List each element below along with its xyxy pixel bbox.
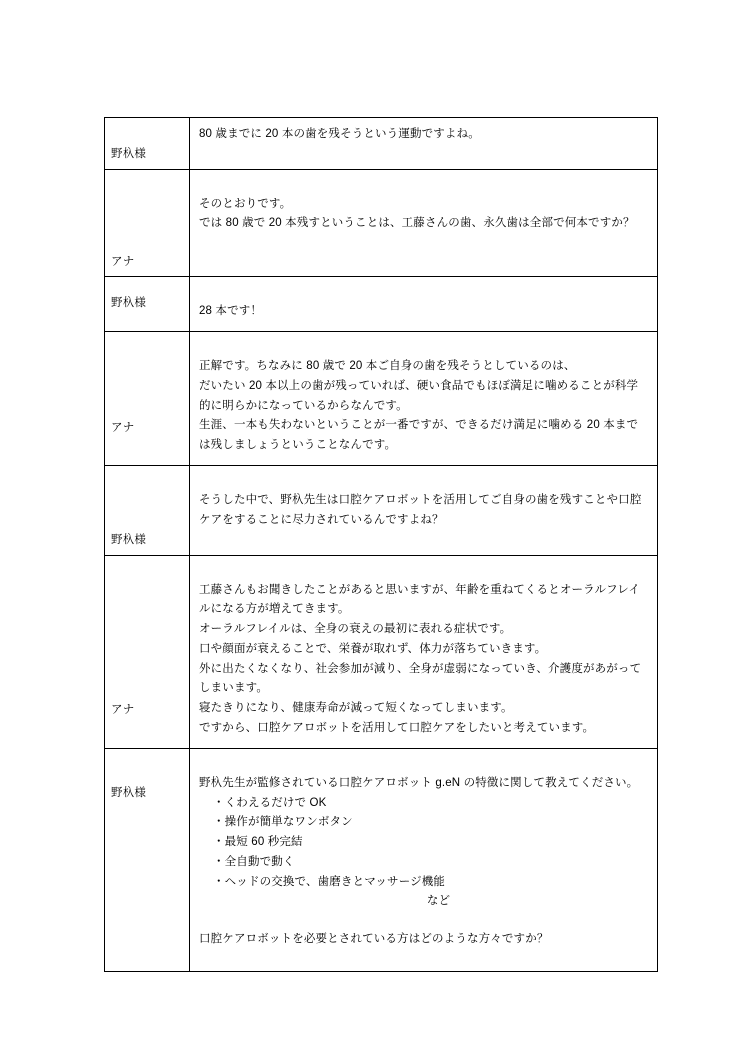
paragraph-gap xyxy=(199,284,648,302)
content-line: では 80 歳で 20 本残すということは、工藤さんの歯、永久歯は全部で何本ですか？ xyxy=(199,217,635,230)
content-cell xyxy=(190,169,658,277)
content-line: だいたい 20 本以上の歯が残っていれば、硬い食品でもほぼ満足に噛めることが科学的に明らかになっているからなんです。 xyxy=(199,379,639,412)
table-row xyxy=(105,748,658,971)
speaker-cell xyxy=(105,555,190,748)
content-line: 寝たきりになり、健康寿命が減って短くなってしまいます。 xyxy=(199,702,513,715)
paragraph-gap xyxy=(199,563,648,581)
speaker-cell xyxy=(105,169,190,277)
table-row xyxy=(105,555,658,748)
bullet-item: ・操作が簡単なワンボタン xyxy=(213,816,353,829)
content-line: オーラルフレイルは、全身の衰えの最初に表れる症状です。 xyxy=(199,623,512,636)
table-row xyxy=(105,465,658,555)
content-cell xyxy=(190,277,658,332)
bullet-item: ・全自動で動く xyxy=(213,855,295,868)
content-line: ですから、口腔ケアロボットを活用して口腔ケアをしたいと考えています。 xyxy=(199,721,595,734)
speaker-cell xyxy=(105,332,190,466)
content-line: 外に出たくなくなり、社会参加が減り、全身が虚弱になっていき、介護度があがってしまいます。 xyxy=(199,662,642,695)
paragraph-gap xyxy=(199,177,648,195)
speaker-label: 野杁様 xyxy=(111,786,147,799)
speaker-label: アナ xyxy=(111,703,135,716)
content-line: 正解です。ちなみに 80 歳で 20 本ご自身の歯を残そうとしているのは、 xyxy=(199,360,576,373)
content-line: 口や顔面が衰えることで、栄養が取れず、体力が落ちていきます。 xyxy=(199,642,547,655)
speaker-label: 野杁様 xyxy=(111,533,147,546)
bullet-item: ・くわえるだけで OK xyxy=(213,796,327,809)
content-cell xyxy=(190,465,658,555)
speaker-label: 野杁様 xyxy=(111,297,147,310)
paragraph-gap xyxy=(199,339,648,357)
table-row xyxy=(105,332,658,466)
note-line: など xyxy=(426,895,451,908)
content-line: 野杁先生が監修されている口腔ケアロボット g.eN の特徴に関して教えてください。 xyxy=(199,776,639,789)
trailing-gap xyxy=(199,950,648,962)
bullet-item: ・最短 60 秒完結 xyxy=(213,836,303,849)
speaker-cell xyxy=(105,118,190,170)
transcript-table xyxy=(104,117,658,972)
content-line: 口腔ケアロボットを必要とされている方はどのような方々ですか？ xyxy=(199,933,549,946)
content-line: 80 歳までに 20 本の歯を残そうという運動ですよね。 xyxy=(199,128,480,140)
table-row xyxy=(105,277,658,332)
paragraph-gap xyxy=(199,756,648,774)
speaker-label: アナ xyxy=(111,255,135,268)
bullet-item: ・ヘッドの交換で、歯磨きとマッサージ機能 xyxy=(213,875,446,888)
content-line: そのとおりです。 xyxy=(199,197,292,210)
speaker-cell xyxy=(105,277,190,332)
content-line: 生涯、一本も失わないということが一番ですが、できるだけ満足に噛める 20 本までは残しましょうということなんです。 xyxy=(199,419,639,452)
table-row xyxy=(105,118,658,170)
content-cell xyxy=(190,748,658,971)
speaker-cell xyxy=(105,748,190,971)
content-cell xyxy=(190,555,658,748)
paragraph-gap xyxy=(199,912,648,930)
content-cell xyxy=(190,118,658,170)
paragraph-gap xyxy=(199,473,648,491)
table-row xyxy=(105,169,658,277)
content-cell xyxy=(190,332,658,466)
speaker-cell xyxy=(105,465,190,555)
speaker-label: 野杁様 xyxy=(111,148,147,160)
content-line: 28 本です！ xyxy=(199,305,263,318)
speaker-label: アナ xyxy=(111,422,135,435)
content-line: そうした中で、野杁先生は口腔ケアロボットを活用してご自身の歯を残すことや口腔ケアをすることに尽力されているんですよね？ xyxy=(199,493,642,526)
transcript-table-body xyxy=(105,118,658,972)
content-line: 工藤さんもお聞きしたことがあると思いますが、年齢を重ねてくるとオーラルフレイルになる方が増えてきます。 xyxy=(199,583,641,616)
